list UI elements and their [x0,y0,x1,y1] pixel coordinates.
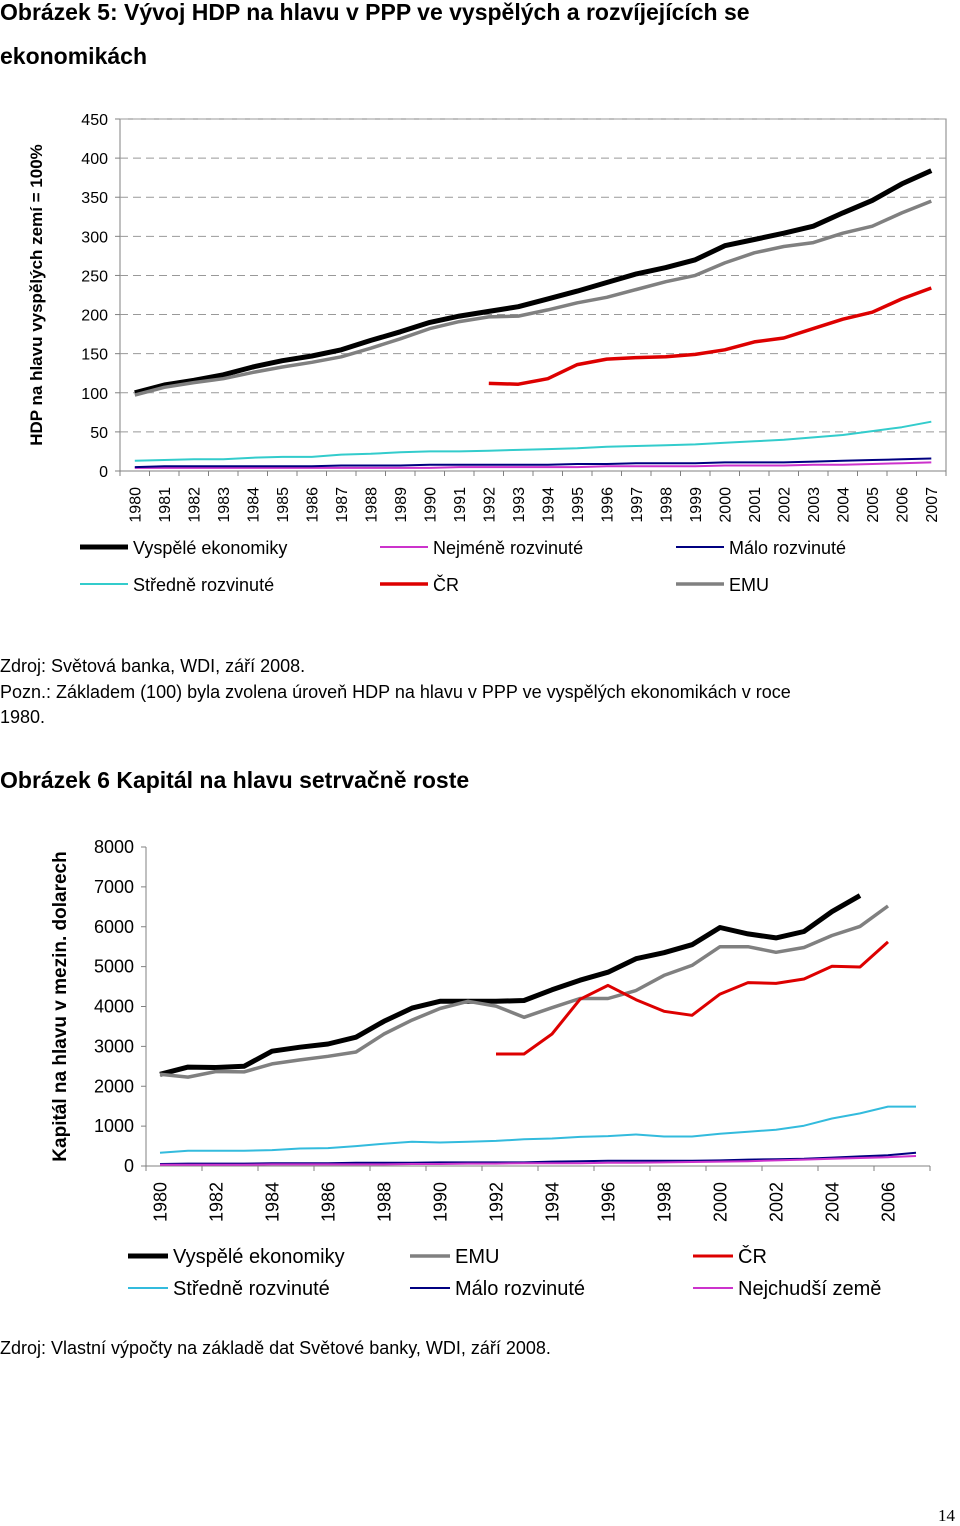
figure5-source: Zdroj: Světová banka, WDI, září 2008. [0,656,306,676]
figure6-source: Zdroj: Vlastní výpočty na základě dat Světové banky, WDI, září 2008. [0,1338,551,1358]
x-tick-label: 1999 [687,487,705,523]
x-tick-label: 2000 [717,487,735,523]
legend-label-nejchudsi-zeme: Nejchudší země [738,1278,882,1300]
x-tick-label: 1990 [422,487,440,523]
series-line-malo-rozvinute [135,459,932,468]
y-tick-label: 5000 [93,956,134,977]
x-tick-label: 1996 [598,1182,619,1223]
x-tick-label: 2000 [710,1182,731,1223]
x-tick-label: 1997 [628,487,646,523]
x-tick-label: 1983 [215,487,233,523]
x-tick-label: 1988 [374,1182,395,1223]
y-tick-label: 400 [81,151,108,169]
series-line-cr [489,288,932,384]
x-tick-label: 1981 [156,487,174,523]
x-tick-label: 1980 [150,1182,171,1223]
series-line-vyspele-ekonomiky [160,896,860,1075]
y-tick-label: 8000 [93,837,134,857]
legend-label-nejmene-rozvinute: Nejméně rozvinuté [433,538,584,558]
x-tick-label: 1984 [262,1182,283,1223]
x-tick-label: 1986 [304,487,322,523]
x-tick-label: 2005 [864,487,882,523]
x-tick-label: 1982 [206,1182,227,1223]
x-tick-label: 1982 [186,487,204,523]
legend-label-vyspele-ekonomiky: Vyspělé ekonomiky [133,538,288,558]
legend-label-cr: ČR [738,1246,767,1268]
x-tick-label: 1998 [654,1182,675,1223]
legend-label-malo-rozvinute: Málo rozvinuté [455,1278,586,1300]
x-tick-label: 1980 [127,487,145,523]
y-tick-label: 1000 [93,1116,134,1137]
x-tick-label: 2006 [878,1182,899,1223]
page-number: 14 [938,1506,955,1525]
x-tick-label: 1990 [430,1182,451,1223]
series-line-vyspele-ekonomiky [135,171,932,393]
y-tick-label: 250 [81,268,108,286]
legend-label-vyspele-ekonomiky: Vyspělé ekonomiky [173,1246,345,1268]
series-line-nejchudsi-zeme [160,1156,916,1165]
figure5-title-line2: ekonomikách [0,43,147,69]
x-tick-label: 1984 [245,487,263,523]
figure6-title: Obrázek 6 Kapitál na hlavu setrvačně roste [0,767,470,793]
figure5-title-line1: Obrázek 5: Vývoj HDP na hlavu v PPP ve vyspělých a rozvíjejících se [0,0,750,25]
y-tick-label: 50 [90,424,108,442]
y-tick-label: 450 [81,112,108,129]
y-tick-label: 2000 [93,1076,134,1097]
y-tick-label: 3000 [93,1036,134,1057]
legend-label-emu: EMU [455,1246,500,1268]
x-tick-label: 2007 [923,487,941,523]
y-tick-label: 100 [81,385,108,403]
y-tick-label: 150 [81,346,108,364]
y-tick-label: 300 [81,229,108,247]
y-tick-label: 6000 [93,916,134,937]
x-tick-label: 1992 [486,1182,507,1223]
legend-label-malo-rozvinute: Málo rozvinuté [729,538,847,558]
y-axis-title: HDP na hlavu vyspělých zemí = 100% [27,144,46,446]
y-tick-label: 7000 [93,876,134,897]
x-tick-label: 1988 [363,487,381,523]
x-tick-label: 2001 [746,487,764,523]
x-tick-label: 2004 [835,487,853,523]
x-tick-label: 1993 [510,487,528,523]
figure5-note-line1: Pozn.: Základem (100) byla zvolena úroveň HDP na hlavu v PPP ve vyspělých ekonomikách v roce [0,682,791,702]
series-line-stredne-rozvinute [135,422,932,461]
figure5-note-line2: 1980. [0,707,46,727]
x-tick-label: 1994 [542,1182,563,1223]
x-tick-label: 1989 [392,487,410,523]
x-tick-label: 1987 [333,487,351,523]
capital-per-capita-chart [0,825,960,1315]
x-tick-label: 1991 [451,487,469,523]
legend-label-emu: EMU [729,575,769,595]
x-tick-label: 1986 [318,1182,339,1223]
y-tick-label: 4000 [93,996,134,1017]
legend-label-stredne-rozvinute: Středně rozvinuté [173,1278,330,1300]
series-line-cr [496,942,888,1054]
x-tick-label: 2003 [805,487,823,523]
series-line-stredne-rozvinute [160,1107,916,1153]
plot-area [120,119,946,471]
gdp-per-capita-chart [0,95,960,615]
legend-label-stredne-rozvinute: Středně rozvinuté [133,575,275,595]
x-tick-label: 1994 [540,487,558,523]
x-tick-label: 2006 [894,487,912,523]
figure5-title [0,0,960,78]
y-tick-label: 0 [99,464,108,481]
x-tick-label: 1992 [481,487,499,523]
y-axis-title: Kapitál na hlavu v mezin. dolarech [50,851,71,1162]
y-tick-label: 200 [81,307,108,325]
x-tick-label: 1996 [599,487,617,523]
x-tick-label: 2004 [822,1182,843,1223]
x-tick-label: 1985 [274,487,292,523]
legend-label-cr: ČR [433,575,459,595]
x-tick-label: 1995 [569,487,587,523]
y-tick-label: 350 [81,190,108,208]
x-tick-label: 2002 [776,487,794,523]
x-tick-label: 2002 [766,1182,787,1223]
y-tick-label: 0 [123,1156,134,1176]
x-tick-label: 1998 [658,487,676,523]
